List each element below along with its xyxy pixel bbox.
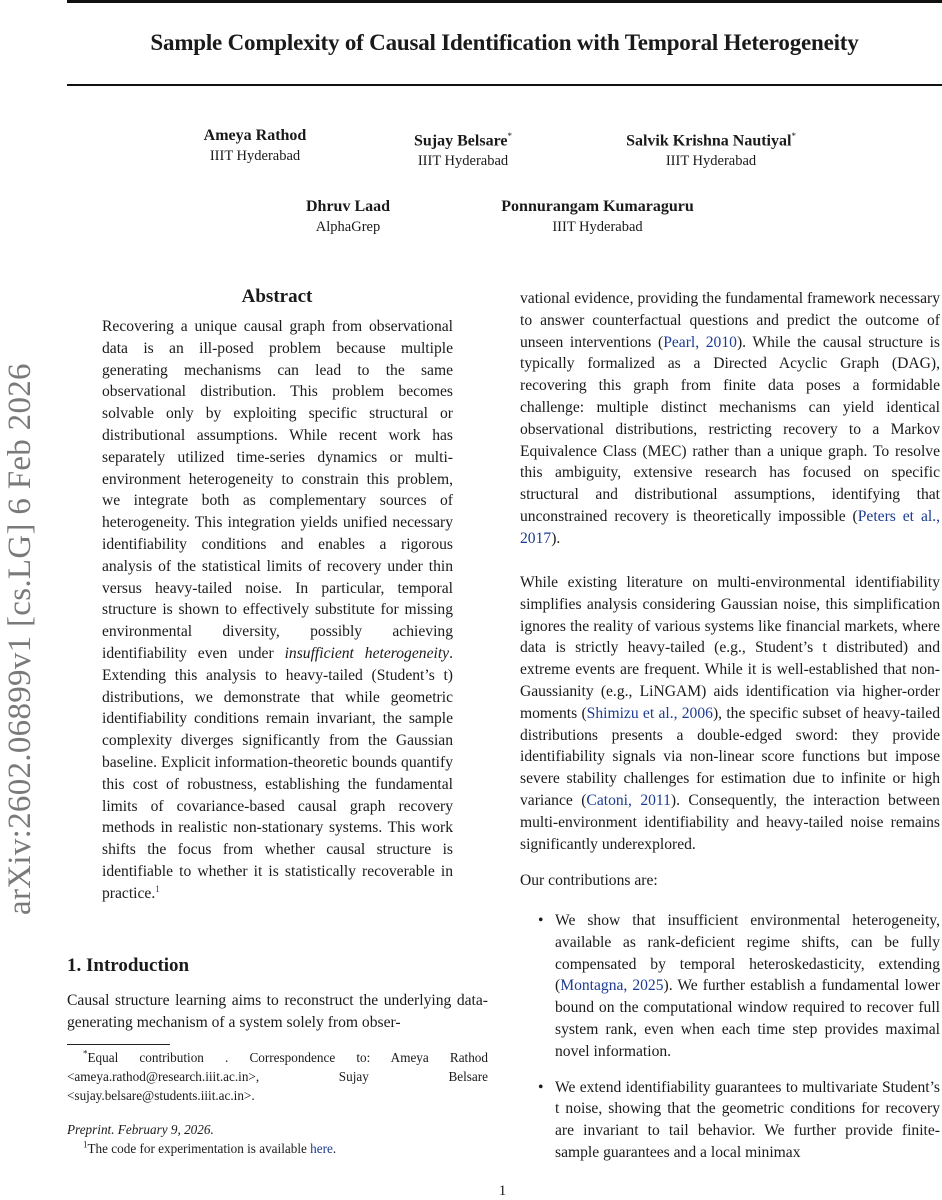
author-affiliation: IIIT Hyderabad	[665, 153, 757, 170]
intro-paragraph-start: Causal structure learning aims to reconstruct the underlying data-generating mechanism of a system solely from obser-	[67, 992, 488, 1031]
intro-paragraph-2: While existing literature on multi-environmental identifiability simplifies analysis considering Gaussian noise, this simplification ignores the reality of various systems like financial markets, where data is strictly heavy-tailed (e.g., Student’s t distributed) and extreme events are frequent. While it is well-established that non-Gaussianity (e.g., LiNGAM) aids identification via higher-order moments (Shimizu et al., 2006), the specific subset of heavy-tailed distributions presents a double-edged sword: they provide identifiability signals via non-linear score functions but impose severe stability challenges for estimation due to infinite or high variance (Catoni, 2011). Consequently, the interaction between multi-environment identifiability and heavy-tailed noise remains significantly underexplored.	[520, 574, 940, 853]
intro-paragraph-1: vational evidence, providing the fundamental framework necessary to answer counterfactual questions and predict the outcome of unseen interventions (Pearl, 2010). While the causal structure is typically formalized as a Directed Acyclic Graph (DAG), recovering this graph from finite data poses a formidable challenge: multiple distinct mechanisms can yield identical observational distributions, restricting recovery to a Markov Equivalence Class (MEC) rather than a unique graph. To resolve this ambiguity, extensive research has focused on specific structural and distributional assumptions, identifying that unconstrained recovery is theoretically impossible (Peters et al., 2017).	[520, 290, 940, 547]
citation-link[interactable]: Peters et al., 2017	[520, 507, 940, 547]
equal-contribution-mark: *	[791, 131, 796, 141]
citation-link[interactable]: Montagna, 2025	[560, 977, 664, 995]
arxiv-stamp: arXiv:2602.06899v1 [cs.LG] 6 Feb 2026	[2, 363, 38, 915]
author-affiliation: AlphaGrep	[315, 219, 381, 235]
citation-link[interactable]: Pearl, 2010	[663, 333, 737, 351]
author-name: Ponnurangam Kumaraguru	[501, 198, 694, 215]
preprint-notice: Preprint. February 9, 2026.	[67, 1122, 214, 1137]
author-affiliation: IIIT Hyderabad	[209, 148, 301, 164]
author-block	[600, 126, 822, 171]
footnote-equal-contribution: *Equal contribution . Correspondence to: Ameya Rathod <ameya.rathod@research.iiit.ac.in>, Sujay Belsare <sujay.belsare@students.iiit.ac.in>.	[67, 1048, 488, 1103]
list-item: • We show that insufficient environmental heterogeneity, available as rank-deficient regime shifts, can be fully compensated by temporal heteroskedasticity, extending (Montagna, 2025). We further establish a fundamental lower bound on the computational window required to recover full system rank, even when each time step provides maximal novel information.	[538, 912, 941, 1060]
citation-link[interactable]: Catoni, 2011	[586, 791, 671, 809]
author-name: Salvik Krishna Nautiyal*	[626, 131, 796, 150]
author-name: Sujay Belsare*	[414, 131, 512, 150]
section-heading-introduction: 1. Introduction	[67, 955, 190, 976]
abstract-emphasis: insufficient heterogeneity	[284, 644, 450, 662]
page-number: 1	[498, 1183, 507, 1199]
abstract-text: Recovering a unique causal graph from observational data is an ill-posed problem because multiple generating mechanisms can lead to the same observational distribution. This problem becomes solvable only by exploiting specific structural or distributional assumptions. While recent work has separately utilized time-series dynamics or multi-environment heterogeneity to constrain this problem, we integrate both as complementary sources of heterogeneity. This integration yields unified necessary identifiability conditions and enables a rigorous analysis of the statistical limits of recovery under thin versus heavy-tailed noise. In particular, temporal structure is shown to effectively substitute for missing environmental diversity, possibly achieving identifiability even under insufficient heterogeneity. Extending this analysis to heavy-tailed (Student’s t) distributions, we demonstrate that while geometric identifiability conditions remain invariant, the sample complexity diverges significantly from the Gaussian baseline. Explicit information-theoretic bounds quantify this cost of robustness, establishing the fundamental limits of covariance-based causal graph recovery methods in realistic non-stationary systems. This work shifts the focus from whether causal structure is identifiable to whether it is statistically recoverable in practice.$^1$	[102, 318, 453, 902]
author-affiliation: IIIT Hyderabad	[552, 219, 643, 235]
citation-link[interactable]: Shimizu et al., 2006	[586, 704, 713, 722]
list-item: • We extend identifiability guarantees to multivariate Student’s t noise, showing that the geometric conditions for recovery are invariant to tail behavior. We further provide finite-sample guarantees and a local minimax	[538, 1078, 940, 1161]
footnote-ref-1[interactable]: 1	[155, 883, 160, 894]
equal-contribution-mark: *	[507, 131, 512, 141]
contributions-list	[520, 910, 940, 1178]
bullet-icon: •	[538, 1078, 544, 1096]
footnote-rule	[67, 1044, 170, 1045]
footnote-code: $^1$The code for experimentation is available here.	[83, 1139, 337, 1156]
bullet-icon: •	[538, 912, 544, 929]
author-block	[475, 197, 720, 237]
author-block	[393, 126, 533, 171]
author-affiliation: IIIT Hyderabad	[417, 153, 509, 170]
author-name: Ameya Rathod	[203, 127, 307, 144]
title-rule-bottom	[67, 84, 942, 86]
author-name: Dhruv Laad	[305, 198, 391, 215]
contributions-lead: Our contributions are:	[520, 872, 658, 889]
title-rule-top	[67, 0, 942, 3]
author-block	[278, 197, 418, 237]
paper-title: Sample Complexity of Causal Identification with Temporal Heterogeneity	[150, 30, 859, 55]
code-link[interactable]: here	[310, 1141, 333, 1156]
author-block	[185, 126, 325, 166]
abstract-heading: Abstract	[241, 286, 313, 307]
